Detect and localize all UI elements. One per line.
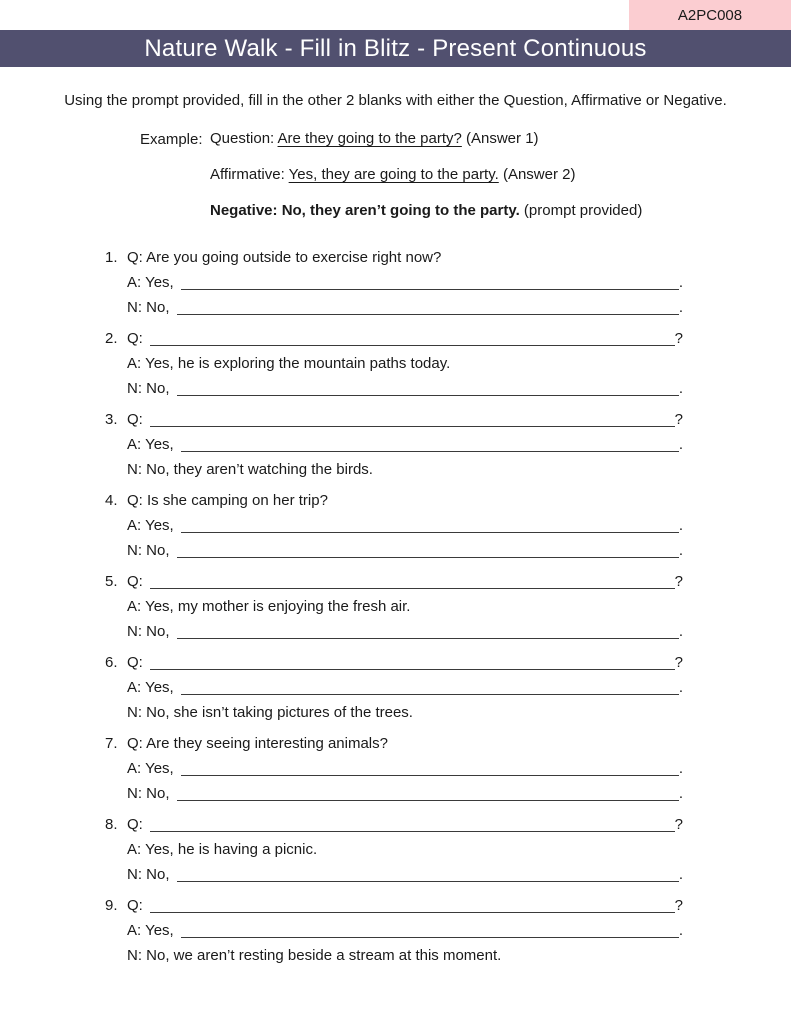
worksheet-line xyxy=(127,650,683,675)
question-lines xyxy=(127,326,683,401)
fill-in-blank[interactable] xyxy=(181,432,679,452)
question-number: 7. xyxy=(105,735,118,752)
line-text: Q: xyxy=(127,816,143,833)
line-text: A: Yes, xyxy=(127,679,174,696)
worksheet-line xyxy=(127,295,683,320)
worksheet-line xyxy=(127,862,683,887)
line-end-punctuation: . xyxy=(678,299,683,316)
worksheet-code: A2PC008 xyxy=(677,6,743,24)
question-number: 1. xyxy=(105,249,118,266)
worksheet-line xyxy=(127,538,683,563)
example-negative-suffix: (prompt provided) xyxy=(519,202,643,219)
question-number: 8. xyxy=(105,816,118,833)
example-question-prefix: Question: xyxy=(210,130,278,147)
question-lines xyxy=(127,731,683,806)
line-end-punctuation: . xyxy=(678,922,683,939)
question-lines xyxy=(127,893,683,968)
line-end-punctuation: ? xyxy=(674,573,683,590)
line-end-punctuation: . xyxy=(678,866,683,883)
worksheet-line xyxy=(127,376,683,401)
question-number: 9. xyxy=(105,897,118,914)
fill-in-blank[interactable] xyxy=(150,650,675,670)
fill-in-blank[interactable] xyxy=(177,538,679,558)
worksheet-line xyxy=(127,407,683,432)
question-number: 5. xyxy=(105,573,118,590)
line-text: Q: Are you going outside to exercise right now? xyxy=(127,249,442,266)
line-text: A: Yes, my mother is enjoying the fresh air. xyxy=(127,598,411,615)
line-text: N: No, they aren’t watching the birds. xyxy=(127,461,373,478)
fill-in-blank[interactable] xyxy=(177,619,679,639)
line-end-punctuation: . xyxy=(678,623,683,640)
worksheet-line xyxy=(127,245,683,270)
question-item xyxy=(105,488,683,563)
worksheet-line xyxy=(127,326,683,351)
worksheet-line xyxy=(127,700,683,725)
worksheet-line xyxy=(127,918,683,943)
line-text: Q: xyxy=(127,897,143,914)
fill-in-blank[interactable] xyxy=(181,675,679,695)
question-lines xyxy=(127,650,683,725)
question-item xyxy=(105,893,683,968)
line-end-punctuation: . xyxy=(678,274,683,291)
example-affirmative-prefix: Affirmative: xyxy=(210,166,289,183)
worksheet-line xyxy=(127,457,683,482)
fill-in-blank[interactable] xyxy=(181,756,679,776)
fill-in-blank[interactable] xyxy=(150,569,675,589)
worksheet-line xyxy=(127,812,683,837)
line-end-punctuation: ? xyxy=(674,816,683,833)
worksheet-line xyxy=(127,731,683,756)
worksheet-line xyxy=(127,893,683,918)
example-negative-line xyxy=(210,203,642,219)
line-end-punctuation: . xyxy=(678,785,683,802)
question-lines xyxy=(127,569,683,644)
worksheet-line xyxy=(127,513,683,538)
line-end-punctuation: ? xyxy=(674,411,683,428)
question-lines xyxy=(127,245,683,320)
worksheet-line xyxy=(127,943,683,968)
worksheet-line xyxy=(127,594,683,619)
fill-in-blank[interactable] xyxy=(177,295,679,315)
question-item xyxy=(105,245,683,320)
line-text: Q: xyxy=(127,654,143,671)
example-label: Example: xyxy=(140,131,203,148)
worksheet-line xyxy=(127,488,683,513)
worksheet-line xyxy=(127,569,683,594)
fill-in-blank[interactable] xyxy=(150,407,675,427)
worksheet-line xyxy=(127,619,683,644)
example-negative-prompt: Negative: No, they aren’t going to the party. xyxy=(210,202,520,219)
worksheet-title-bar xyxy=(0,30,791,67)
line-text: A: Yes, xyxy=(127,517,174,534)
line-text: A: Yes, xyxy=(127,922,174,939)
line-end-punctuation: . xyxy=(678,760,683,777)
worksheet-line xyxy=(127,756,683,781)
line-end-punctuation: ? xyxy=(674,330,683,347)
question-lines xyxy=(127,812,683,887)
example-question-answer: Are they going to the party? xyxy=(277,130,462,147)
worksheet-line xyxy=(127,675,683,700)
question-item xyxy=(105,650,683,725)
worksheet-line xyxy=(127,432,683,457)
fill-in-blank[interactable] xyxy=(181,270,679,290)
line-end-punctuation: ? xyxy=(674,897,683,914)
example-lines xyxy=(210,131,642,239)
example-question-suffix: (Answer 1) xyxy=(461,130,539,147)
question-item xyxy=(105,569,683,644)
line-text: A: Yes, xyxy=(127,436,174,453)
line-text: A: Yes, he is exploring the mountain paths today. xyxy=(127,355,451,372)
fill-in-blank[interactable] xyxy=(177,376,679,396)
line-text: Q: xyxy=(127,573,143,590)
fill-in-blank[interactable] xyxy=(150,893,675,913)
example-affirmative-answer: Yes, they are going to the party. xyxy=(288,166,499,183)
line-text: N: No, xyxy=(127,785,170,802)
question-lines xyxy=(127,407,683,482)
question-item xyxy=(105,326,683,401)
line-text: Q: Are they seeing interesting animals? xyxy=(127,735,388,752)
line-text: A: Yes, xyxy=(127,274,174,291)
line-text: Q: Is she camping on her trip? xyxy=(127,492,328,509)
line-end-punctuation: . xyxy=(678,517,683,534)
question-item xyxy=(105,812,683,887)
question-item xyxy=(105,731,683,806)
fill-in-blank[interactable] xyxy=(181,918,679,938)
line-end-punctuation: ? xyxy=(674,654,683,671)
question-lines xyxy=(127,488,683,563)
line-end-punctuation: . xyxy=(678,542,683,559)
worksheet-line xyxy=(127,270,683,295)
fill-in-blank[interactable] xyxy=(177,862,679,882)
line-end-punctuation: . xyxy=(678,380,683,397)
example-affirmative-suffix: (Answer 2) xyxy=(498,166,576,183)
fill-in-blank[interactable] xyxy=(177,781,679,801)
question-number: 2. xyxy=(105,330,118,347)
line-text: A: Yes, he is having a picnic. xyxy=(127,841,318,858)
example-question-line xyxy=(210,131,642,147)
line-text: N: No, she isn’t taking pictures of the trees. xyxy=(127,704,413,721)
page-title: Nature Walk - Fill in Blitz - Present Continuous xyxy=(144,34,647,62)
fill-in-blank[interactable] xyxy=(150,326,675,346)
line-text: N: No, xyxy=(127,299,170,316)
worksheet-code-badge xyxy=(629,0,791,30)
question-number: 3. xyxy=(105,411,118,428)
line-text: N: No, xyxy=(127,866,170,883)
worksheet-line xyxy=(127,351,683,376)
line-text: N: No, xyxy=(127,380,170,397)
question-number: 4. xyxy=(105,492,118,509)
line-text: Q: xyxy=(127,411,143,428)
line-text: A: Yes, xyxy=(127,760,174,777)
worksheet-line xyxy=(127,837,683,862)
example-affirmative-line xyxy=(210,167,642,183)
fill-in-blank[interactable] xyxy=(150,812,675,832)
line-end-punctuation: . xyxy=(678,679,683,696)
fill-in-blank[interactable] xyxy=(181,513,679,533)
example-block xyxy=(140,131,642,239)
worksheet-line xyxy=(127,781,683,806)
line-text: N: No, we aren’t resting beside a stream at this moment. xyxy=(127,947,502,964)
question-number: 6. xyxy=(105,654,118,671)
instructions-text: Using the prompt provided, fill in the other 2 blanks with either the Question, Affirmative or Negative. xyxy=(64,92,727,109)
line-text: N: No, xyxy=(127,623,170,640)
line-text: N: No, xyxy=(127,542,170,559)
questions-list xyxy=(105,245,683,974)
line-end-punctuation: . xyxy=(678,436,683,453)
question-item xyxy=(105,407,683,482)
line-text: Q: xyxy=(127,330,143,347)
